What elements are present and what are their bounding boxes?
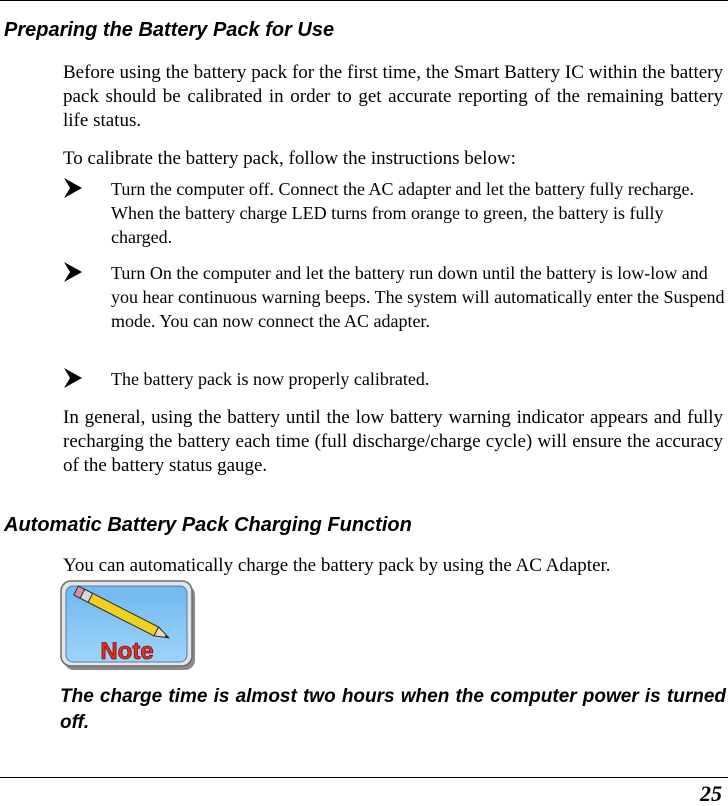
arrow-bullet-icon <box>63 367 83 389</box>
closing-paragraph: In general, using the battery until the low battery warning indicator appears and fully recharging the battery each time (full discharge/charge cycle) will ensure the accuracy of the battery status gauge. <box>63 407 723 476</box>
instructions-lead: To calibrate the battery pack, follow the instructions below: <box>63 148 516 169</box>
note-pencil-icon <box>60 580 197 672</box>
arrow-bullet-icon <box>63 177 83 199</box>
charging-paragraph: You can automatically charge the battery pack by using the AC Adapter. <box>63 555 611 576</box>
note-text: The charge time is almost two hours when the computer power is turned off. <box>60 686 726 733</box>
top-rule <box>0 0 728 1</box>
section-heading-automatic: Automatic Battery Pack Charging Function <box>4 514 412 536</box>
step-text: Turn On the computer and let the battery run down until the battery is low-low and you hear continuous warning beeps. The system will automatically enter the Suspend mode. You can now connect the AC adapter. <box>111 263 725 331</box>
intro-paragraph: Before using the battery pack for the first time, the Smart Battery IC within the battery pack should be calibrated in order to get accurate reporting of the remaining battery life status. <box>63 62 723 131</box>
note-label: Note <box>100 638 154 665</box>
step-text: The battery pack is now properly calibrated. <box>111 369 430 389</box>
page-number: 25 <box>700 781 722 806</box>
arrow-bullet-icon <box>63 261 83 283</box>
step-item <box>63 261 727 333</box>
step-item <box>63 177 727 249</box>
step-text: Turn the computer off. Connect the AC adapter and let the battery fully recharge. When the battery charge LED turns from orange to green, the battery is fully charged. <box>111 179 694 247</box>
section-heading-preparing: Preparing the Battery Pack for Use <box>4 19 335 41</box>
bottom-rule <box>0 777 728 778</box>
step-item <box>63 367 727 391</box>
